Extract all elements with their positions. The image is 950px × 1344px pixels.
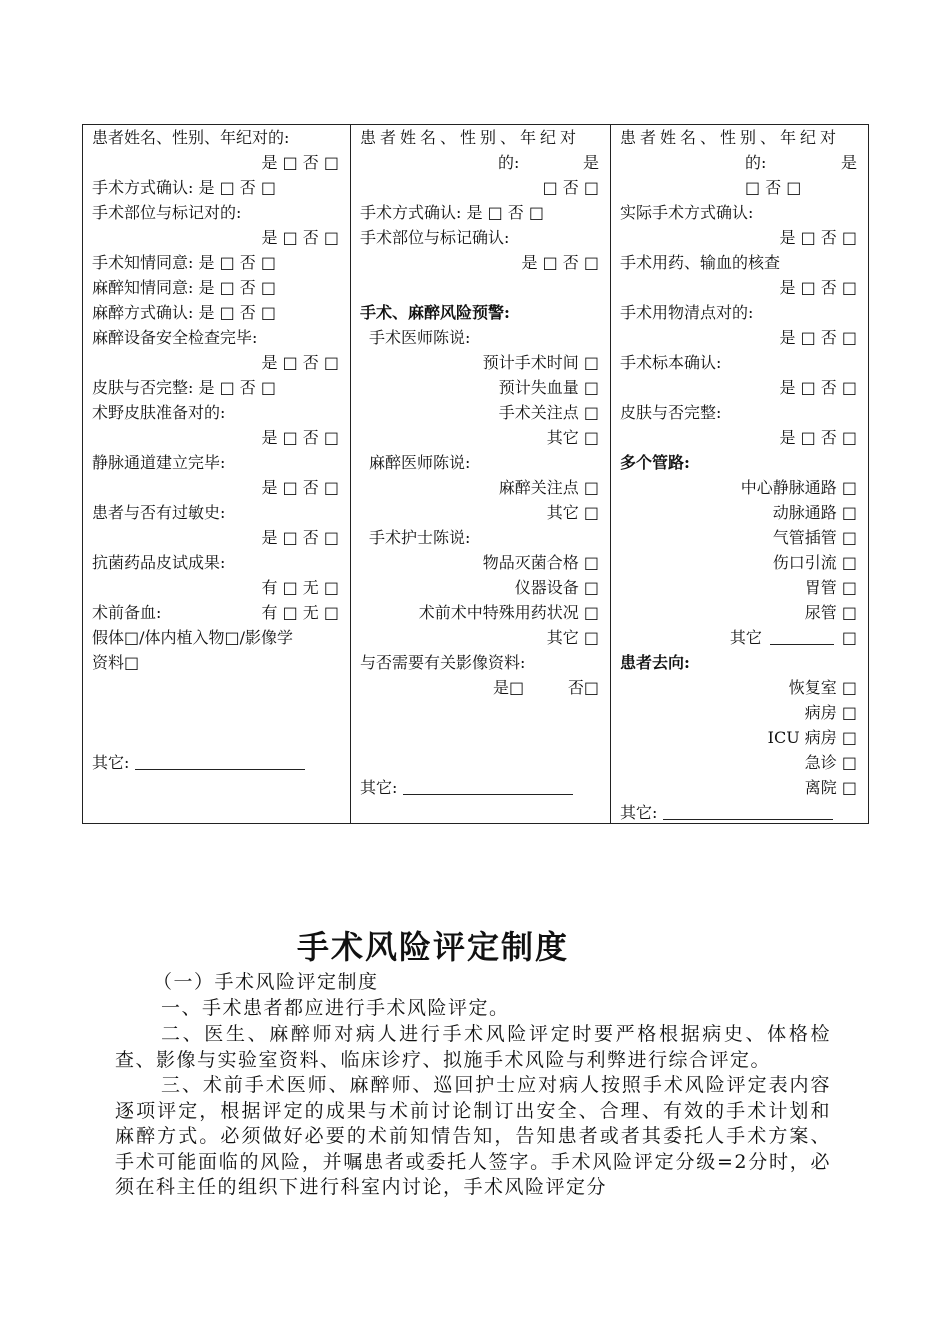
option-checkbox[interactable]: 其它 □ <box>546 628 599 647</box>
check-item: 患者姓名、性别、年纪对 <box>620 128 841 147</box>
other-blank-line[interactable] <box>663 805 833 820</box>
paragraph: 三、术前手术医师、麻醉师、巡回护士应对病人按照手术风险评定表内容逐项评定，根据评定的成果与术前讨论制订出安全、合理、有效的手术计划和麻醉方式。必须做好必要的术前知情告知，告知患者或者其委托人手术方案、手术可能面临的风险，并嘱患者或委托人签字。手术风险评定分级=2分时，必须在科主任的组织下进行科室内讨论，手术风险评定分 <box>115 1074 831 1198</box>
yes-no-checkbox[interactable]: 是 □ 否 □ <box>261 353 339 372</box>
yes-no-checkbox[interactable]: 是 □ 否 □ <box>779 328 857 347</box>
option-checkbox[interactable]: 预计手术时间 □ <box>482 353 599 372</box>
check-item: 实际手术方式确认: <box>620 203 754 222</box>
other-label: 其它: <box>360 778 398 797</box>
yes-no-checkbox[interactable]: 是 □ 否 □ <box>779 278 857 297</box>
yes-no-checkbox[interactable]: 是 □ 否 □ <box>779 378 857 397</box>
check-item: 手术用物清点对的: <box>620 303 754 322</box>
has-none-checkbox[interactable]: 有 □ 无 □ <box>261 603 339 622</box>
checklist-column-before-anesthesia <box>83 125 351 823</box>
check-item: 皮肤与否完整: 是 □ 否 □ <box>92 378 276 397</box>
check-item: 假体□/体内植入物□/影像学 <box>92 628 294 647</box>
check-item: 麻醉设备安全检查完毕: <box>92 328 258 347</box>
option-checkbox[interactable]: 动脉通路 □ <box>772 503 857 522</box>
option-checkbox[interactable]: 恢复室 □ <box>788 678 857 697</box>
option-checkbox[interactable]: 预计失血量 □ <box>498 378 599 397</box>
yes-no-checkbox[interactable]: 是 □ 否 □ <box>261 478 339 497</box>
paragraph: （一）手术风险评定制度 <box>153 971 379 993</box>
check-item: 患者姓名、性别、年纪对的: <box>92 128 290 147</box>
checklist-column-before-incision <box>351 125 611 823</box>
option-checkbox[interactable]: 手术关注点 □ <box>498 403 599 422</box>
has-none-checkbox[interactable]: 有 □ 无 □ <box>261 578 339 597</box>
check-item: 抗菌药品皮试成果: <box>92 553 226 572</box>
other-label: 其它 <box>729 628 762 647</box>
safety-checklist-table <box>82 124 869 824</box>
yes-no-checkbox[interactable]: 是 □ 否 □ <box>261 528 339 547</box>
checklist-column-before-leaving <box>611 125 868 823</box>
yes-no-checkbox[interactable]: 是 □ 否 □ <box>779 428 857 447</box>
section-heading: 患者去向: <box>620 653 690 672</box>
option-checkbox[interactable]: 仪器设备 □ <box>514 578 599 597</box>
yes-checkbox[interactable]: 是 <box>582 153 599 172</box>
yes-no-checkbox[interactable]: 是 □ 否 □ <box>779 228 857 247</box>
option-checkbox[interactable]: 中心静脉通路 □ <box>740 478 857 497</box>
other-field[interactable] <box>92 750 305 775</box>
check-item: 麻醉方式确认: 是 □ 否 □ <box>92 303 276 322</box>
check-item: 手术部位与标记对的: <box>92 203 242 222</box>
other-option[interactable] <box>730 625 857 650</box>
option-checkbox[interactable]: 气管插管 □ <box>772 528 857 547</box>
checkbox[interactable]: □ <box>841 628 857 647</box>
check-item: 与否需要有关影像资料: <box>360 653 526 672</box>
check-item: 患者姓名、性别、年纪对 <box>360 128 581 147</box>
check-item: 手术用药、输血的核查 <box>620 253 781 272</box>
subsection-label: 手术医师陈说: <box>369 328 471 347</box>
check-item: 术野皮肤准备对的: <box>92 403 226 422</box>
option-checkbox[interactable]: 离院 □ <box>804 778 857 797</box>
other-blank-line[interactable] <box>403 780 573 795</box>
check-item: 静脉通道建立完毕: <box>92 453 226 472</box>
check-item: 手术方式确认: 是 □ 否 □ <box>92 178 276 197</box>
paragraph: 二、医生、麻醉师对病人进行手术风险评定时要严格根据病史、体格检查、影像与实验室资料、临床诊疗、拟施手术风险与利弊进行综合评定。 <box>115 1023 831 1071</box>
no-checkbox[interactable]: 否□ <box>567 678 599 697</box>
other-label: 其它: <box>620 803 658 822</box>
option-checkbox[interactable]: 急诊 □ <box>804 753 857 772</box>
check-item: 的: <box>498 153 520 172</box>
paragraph: 一、手术患者都应进行手术风险评定。 <box>161 997 510 1019</box>
other-field[interactable] <box>360 775 573 800</box>
option-checkbox[interactable]: 物品灭菌合格 □ <box>482 553 599 572</box>
check-item: 皮肤与否完整: <box>620 403 722 422</box>
yes-no-checkbox[interactable]: 是 □ 否 □ <box>261 428 339 447</box>
yes-no-checkbox[interactable]: 是 □ 否 □ <box>521 253 599 272</box>
check-item: 资料□ <box>92 653 140 672</box>
subsection-label: 手术护士陈说: <box>369 528 471 547</box>
no-checkbox[interactable]: □ 否 □ <box>745 178 802 197</box>
other-blank-line[interactable] <box>135 755 305 770</box>
check-item: 患者与否有过敏史: <box>92 503 226 522</box>
check-item: 术前备血: <box>92 603 162 622</box>
yes-checkbox[interactable]: 是□ <box>493 678 525 697</box>
other-blank-line[interactable] <box>770 630 834 645</box>
section-heading: 多个管路: <box>620 453 690 472</box>
option-checkbox[interactable]: 麻醉关注点 □ <box>498 478 599 497</box>
yes-no-checkbox[interactable]: 是 □ 否 □ <box>261 228 339 247</box>
option-checkbox[interactable]: ICU 病房 □ <box>767 728 857 747</box>
check-item: 手术标本确认: <box>620 353 722 372</box>
other-field[interactable] <box>620 800 833 825</box>
section-heading: 手术、麻醉风险预警: <box>360 303 510 322</box>
check-item: 手术知情同意: 是 □ 否 □ <box>92 253 276 272</box>
check-item: 的: <box>745 153 767 172</box>
check-item: 手术方式确认: 是 □ 否 □ <box>360 203 544 222</box>
other-label: 其它: <box>92 753 130 772</box>
option-checkbox[interactable]: 伤口引流 □ <box>772 553 857 572</box>
option-checkbox[interactable]: 其它 □ <box>546 428 599 447</box>
yes-no-checkbox[interactable]: 是 □ 否 □ <box>261 153 339 172</box>
no-checkbox[interactable]: □ 否 □ <box>542 178 599 197</box>
subsection-label: 麻醉医师陈说: <box>369 453 471 472</box>
option-checkbox[interactable]: 胃管 □ <box>804 578 857 597</box>
check-item: 手术部位与标记确认: <box>360 228 510 247</box>
yes-checkbox[interactable]: 是 <box>840 153 857 172</box>
option-checkbox[interactable]: 其它 □ <box>546 503 599 522</box>
document-title: 手术风险评定制度 <box>296 928 569 966</box>
option-checkbox[interactable]: 术前术中特殊用药状况 □ <box>418 603 599 622</box>
option-checkbox[interactable]: 病房 □ <box>804 703 857 722</box>
option-checkbox[interactable]: 尿管 □ <box>804 603 857 622</box>
check-item: 麻醉知情同意: 是 □ 否 □ <box>92 278 276 297</box>
